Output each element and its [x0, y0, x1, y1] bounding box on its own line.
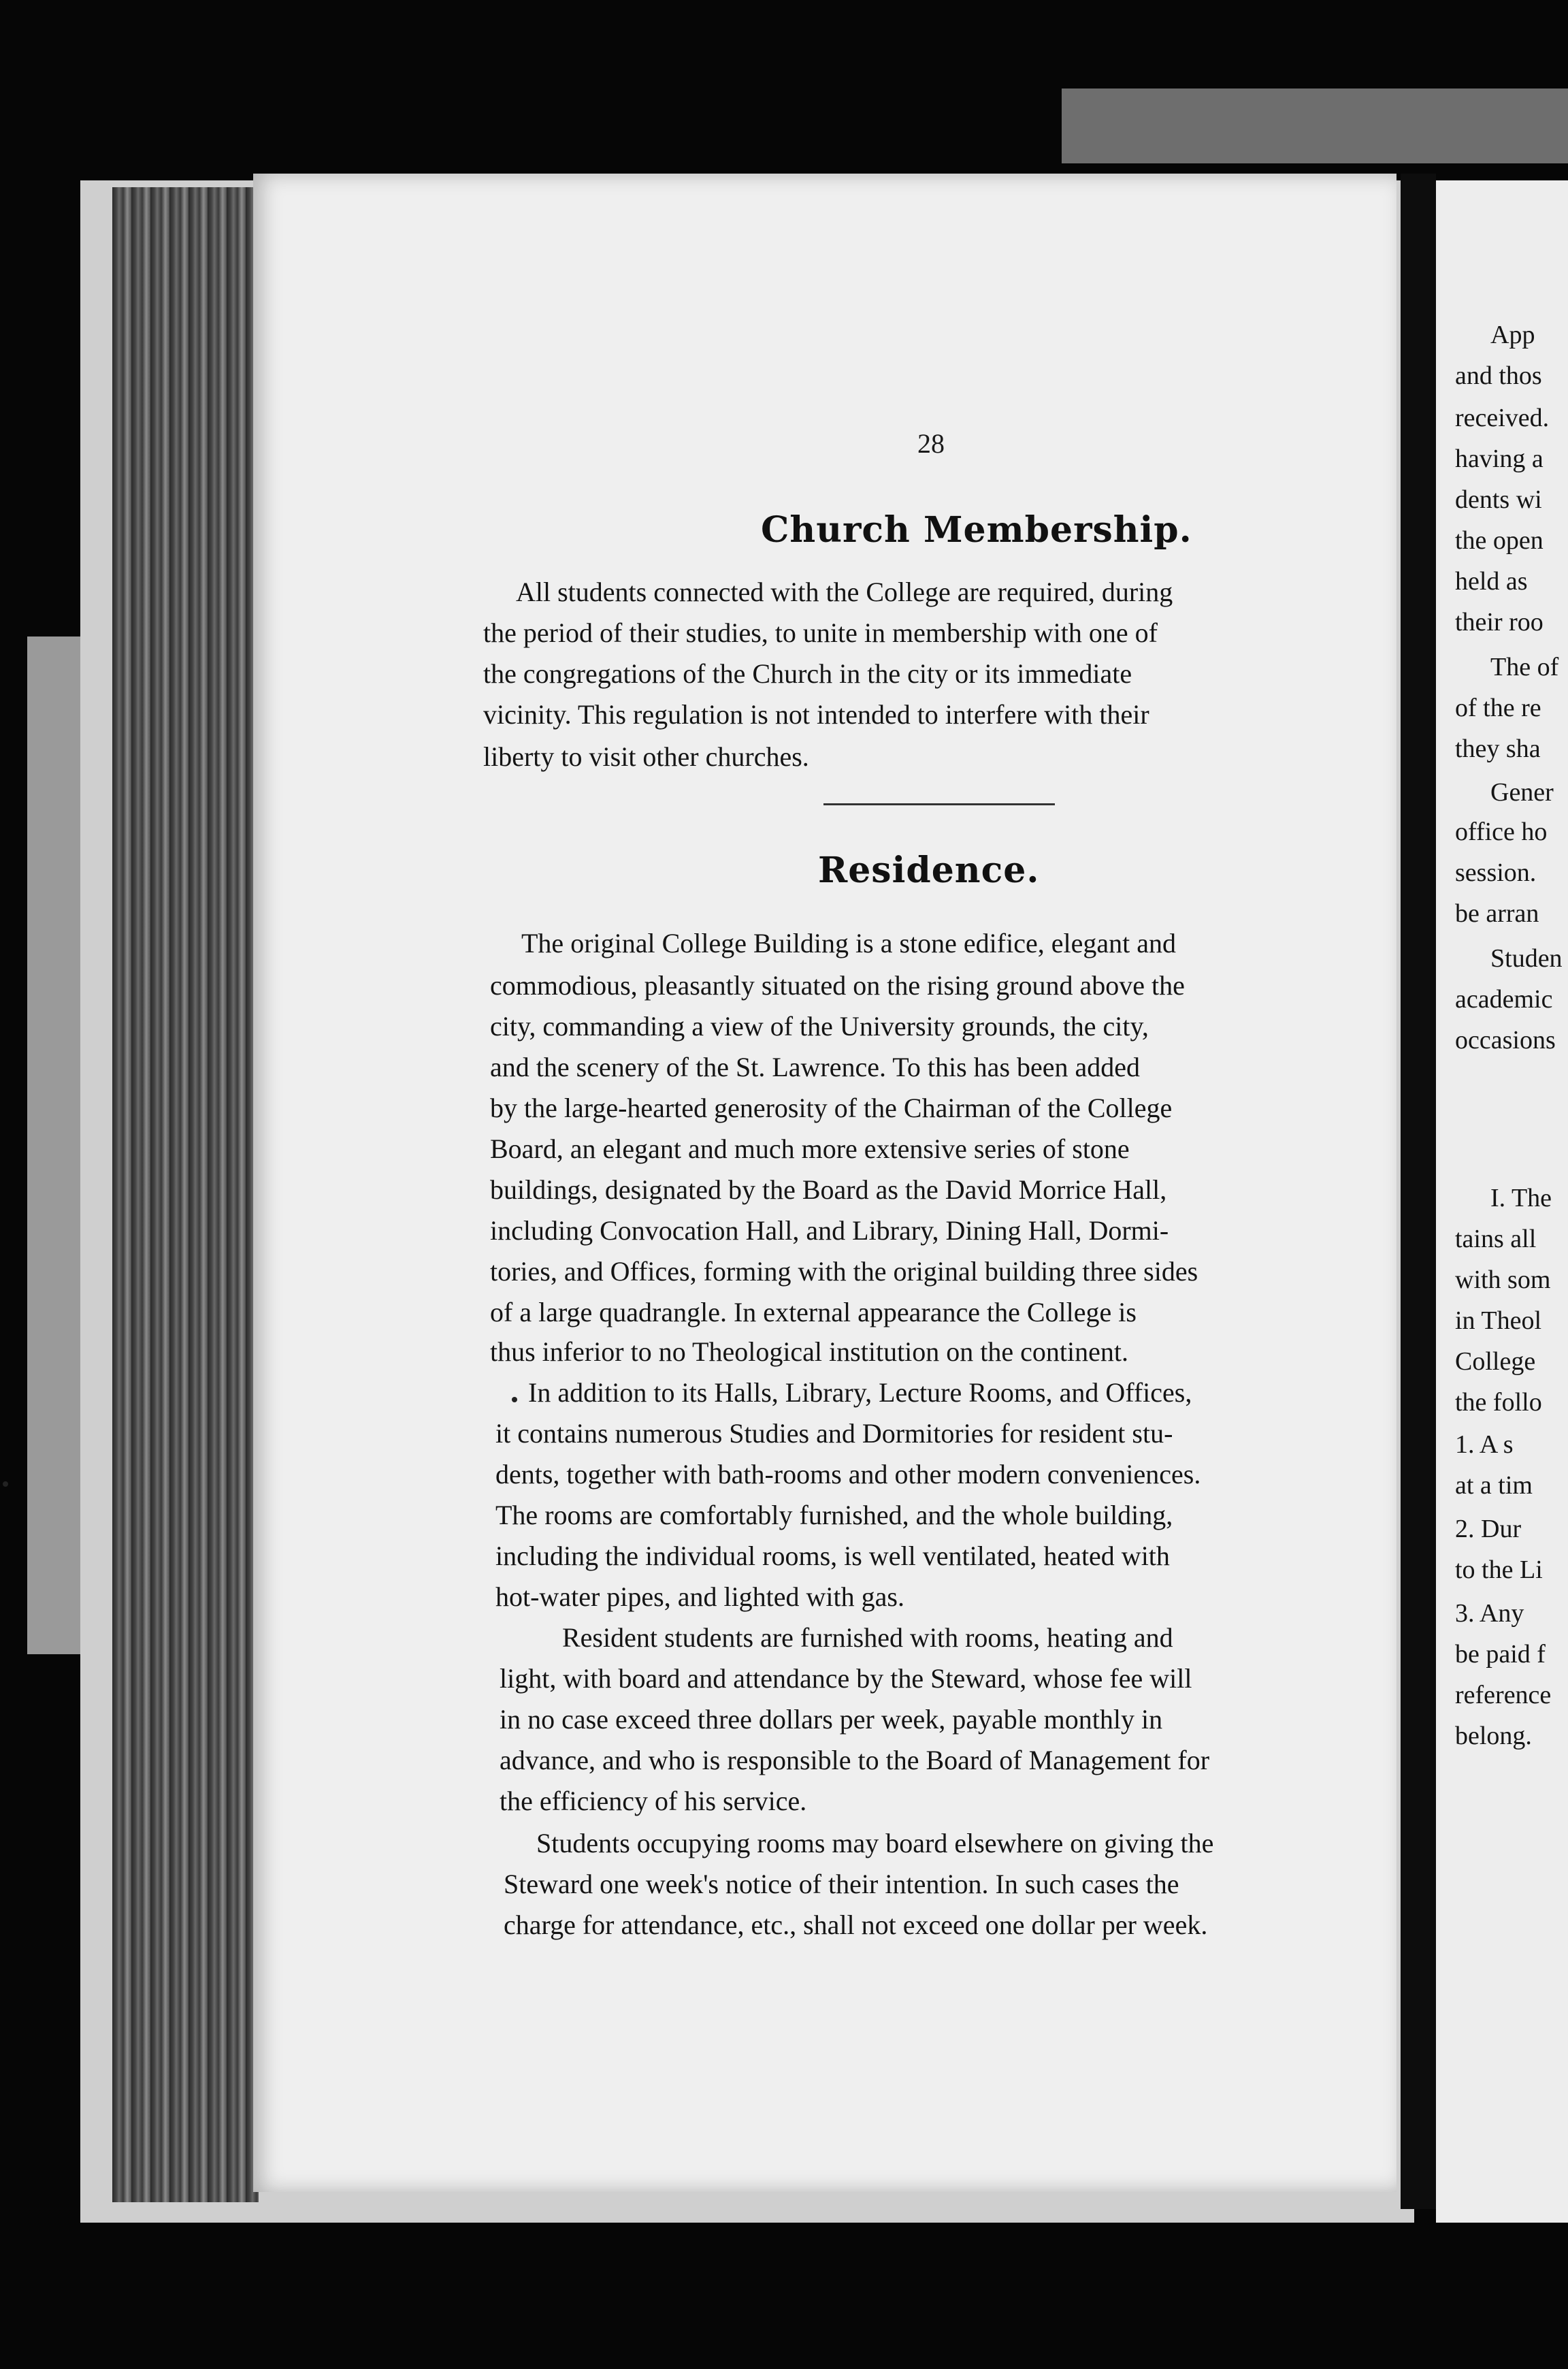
- right-page-fragment: office ho: [1455, 818, 1548, 846]
- right-page-fragment: held as: [1455, 567, 1528, 596]
- right-page-fragment: to the Li: [1455, 1556, 1543, 1584]
- text-line: Steward one week's notice of their intention. In such cases the: [504, 1869, 1179, 1899]
- right-page-fragment: of the re: [1455, 694, 1541, 722]
- right-page-fragment: session.: [1455, 858, 1537, 887]
- right-page-fragment: the open: [1455, 526, 1544, 555]
- right-page-fragment: be arran: [1455, 899, 1539, 928]
- text-line: the period of their studies, to unite in membership with one of: [483, 617, 1158, 648]
- right-page-fragment: be paid f: [1455, 1640, 1546, 1669]
- text-line: and the scenery of the St. Lawrence. To this has been added: [490, 1052, 1141, 1082]
- ink-speck: [3, 1481, 8, 1487]
- book-gutter: [1401, 174, 1436, 2209]
- text-line: hot-water pipes, and lighted with gas.: [495, 1581, 904, 1612]
- text-line: The rooms are comfortably furnished, and the whole building,: [495, 1500, 1173, 1530]
- text-line: the efficiency of his service.: [500, 1786, 807, 1816]
- text-line: All students connected with the College are required, during: [516, 577, 1173, 607]
- right-page-fragment: Studen: [1490, 944, 1563, 973]
- right-page-fragment: App: [1490, 321, 1535, 349]
- text-line: tories, and Offices, forming with the original building three sides: [490, 1256, 1198, 1287]
- text-line: The original College Building is a stone edifice, elegant and: [521, 928, 1176, 958]
- text-line: including Convocation Hall, and Library, Dining Hall, Dormi-: [490, 1215, 1169, 1246]
- right-page-fragment: Gener: [1490, 778, 1554, 807]
- text-line: liberty to visit other churches.: [483, 741, 809, 772]
- right-page-fragment: I. The: [1490, 1184, 1552, 1212]
- text-line: In addition to its Halls, Library, Lecture Rooms, and Offices,: [528, 1377, 1192, 1408]
- text-line: thus inferior to no Theological institution on the continent.: [490, 1336, 1129, 1367]
- right-page-fragment: College: [1455, 1347, 1536, 1376]
- right-page-fragment: dents wi: [1455, 485, 1542, 514]
- heading-residence: Residence.: [818, 850, 1040, 891]
- right-page-fragment: with som: [1455, 1266, 1551, 1294]
- right-page-fragment: 3. Any: [1455, 1599, 1524, 1628]
- heading-church-membership: Church Membership.: [761, 509, 1192, 551]
- right-page-fragment: they sha: [1455, 735, 1541, 763]
- right-page-fragment: tains all: [1455, 1225, 1537, 1253]
- right-page-fragment: 1. A s: [1455, 1430, 1514, 1459]
- right-page-fragment: academic: [1455, 985, 1553, 1014]
- text-line: city, commanding a view of the University grounds, the city,: [490, 1011, 1149, 1042]
- text-line: the congregations of the Church in the city or its immediate: [483, 658, 1132, 689]
- text-line: light, with board and attendance by the Steward, whose fee will: [500, 1663, 1192, 1694]
- right-page-fragment: at a tim: [1455, 1471, 1533, 1500]
- top-gray-strip: [1062, 88, 1568, 163]
- right-page-fragment: The of: [1490, 653, 1559, 681]
- right-page-fragment: their roo: [1455, 608, 1544, 636]
- text-line: vicinity. This regulation is not intended to interfere with their: [483, 699, 1149, 730]
- text-line: charge for attendance, etc., shall not exceed one dollar per week.: [504, 1909, 1208, 1940]
- right-page-fragment: occasions: [1455, 1026, 1556, 1054]
- section-divider: [823, 803, 1055, 805]
- right-page-fragment: belong.: [1455, 1722, 1532, 1750]
- text-line: advance, and who is responsible to the Board of Management for: [500, 1745, 1210, 1775]
- text-line: commodious, pleasantly situated on the rising ground above the: [490, 970, 1185, 1001]
- right-page: [1436, 180, 1568, 2223]
- right-page-fragment: in Theol: [1455, 1306, 1542, 1335]
- text-line: Resident students are furnished with rooms, heating and: [562, 1622, 1173, 1653]
- right-page-fragment: received.: [1455, 404, 1550, 432]
- text-line: of a large quadrangle. In external appearance the College is: [490, 1297, 1137, 1327]
- right-page-fragment: having a: [1455, 445, 1544, 473]
- text-line: dents, together with bath-rooms and other modern conveniences.: [495, 1459, 1201, 1489]
- text-line: Board, an elegant and much more extensive series of stone: [490, 1133, 1130, 1164]
- text-line: buildings, designated by the Board as the David Morrice Hall,: [490, 1174, 1167, 1205]
- text-line: including the individual rooms, is well ventilated, heated with: [495, 1541, 1170, 1571]
- text-line: in no case exceed three dollars per week, payable monthly in: [500, 1704, 1163, 1735]
- page-edges: [112, 187, 259, 2202]
- right-page-fragment: reference: [1455, 1681, 1552, 1709]
- text-line: it contains numerous Studies and Dormitories for resident stu-: [495, 1418, 1173, 1449]
- ink-speck: [512, 1397, 517, 1402]
- right-page-fragment: the follo: [1455, 1388, 1542, 1417]
- right-page-fragment: 2. Dur: [1455, 1515, 1522, 1543]
- text-line: Students occupying rooms may board elsewhere on giving the: [536, 1828, 1214, 1858]
- right-page-fragment: and thos: [1455, 361, 1542, 390]
- text-line: by the large-hearted generosity of the Chairman of the College: [490, 1093, 1173, 1123]
- page-number: 28: [917, 428, 945, 459]
